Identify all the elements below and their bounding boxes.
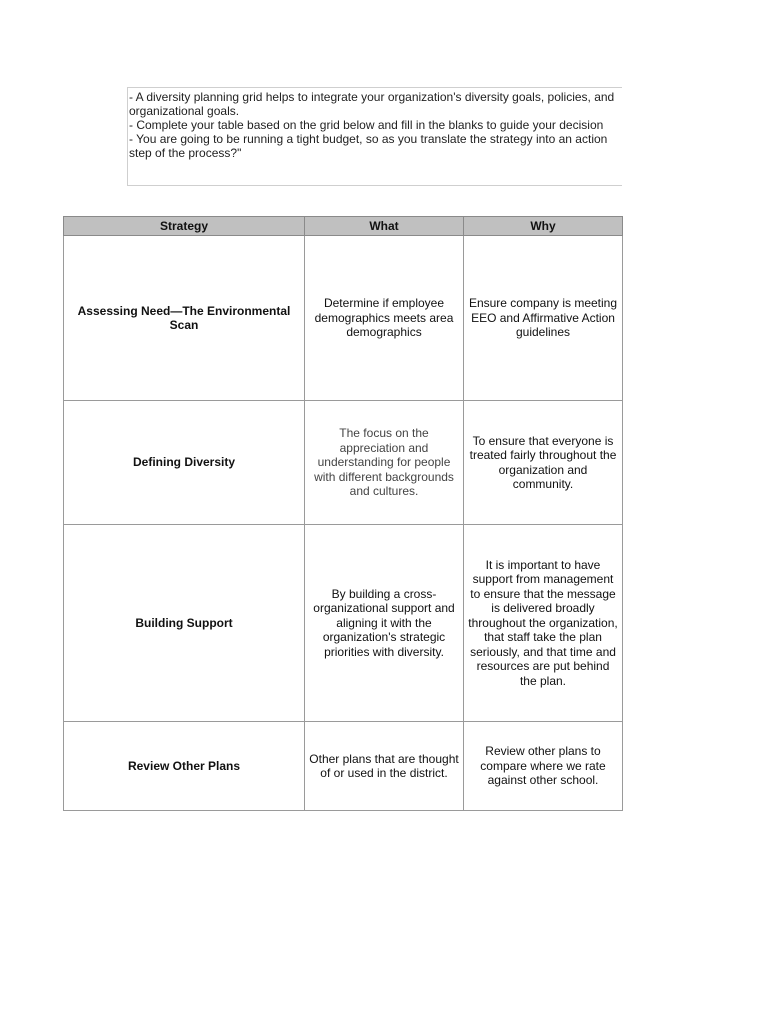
why-cell: Review other plans to compare where we rate against other school. xyxy=(464,722,623,811)
strategy-cell: Defining Diversity xyxy=(64,401,305,525)
table-row xyxy=(64,401,623,525)
why-cell: Ensure company is meeting EEO and Affirmative Action guidelines xyxy=(464,236,623,401)
why-cell: It is important to have support from management to ensure that the message is delivered broadly throughout the organization, that staff take the plan seriously, and that time and resources are put behind the plan. xyxy=(464,525,623,722)
instruction-line: organizational goals. xyxy=(129,104,240,118)
header-row xyxy=(64,217,623,236)
table-row xyxy=(64,236,623,401)
table-row xyxy=(64,722,623,811)
what-cell: Determine if employee demographics meets area demographics xyxy=(305,236,464,401)
instruction-line: - You are going to be running a tight budget, so as you translate the strategy into an action xyxy=(129,132,608,146)
header-why: Why xyxy=(464,217,623,236)
what-cell: The focus on the appreciation and understanding for people with different backgrounds and cultures. xyxy=(305,401,464,525)
instruction-line: - Complete your table based on the grid below and fill in the blanks to guide your decision xyxy=(129,118,604,132)
instruction-line: step of the process?" xyxy=(129,146,242,160)
instructions-box xyxy=(127,87,622,186)
what-cell: Other plans that are thought of or used in the district. xyxy=(305,722,464,811)
instruction-line: - A diversity planning grid helps to integrate your organization's diversity goals, policies, and xyxy=(129,90,615,104)
diversity-planning-grid xyxy=(63,216,623,811)
what-cell: By building a cross-organizational support and aligning it with the organization's strategic priorities with diversity. xyxy=(305,525,464,722)
strategy-cell: Assessing Need—The Environmental Scan xyxy=(64,236,305,401)
why-cell: To ensure that everyone is treated fairly throughout the organization and community. xyxy=(464,401,623,525)
strategy-cell: Building Support xyxy=(64,525,305,722)
table-row xyxy=(64,525,623,722)
header-strategy: Strategy xyxy=(64,217,305,236)
header-what: What xyxy=(305,217,464,236)
strategy-cell: Review Other Plans xyxy=(64,722,305,811)
